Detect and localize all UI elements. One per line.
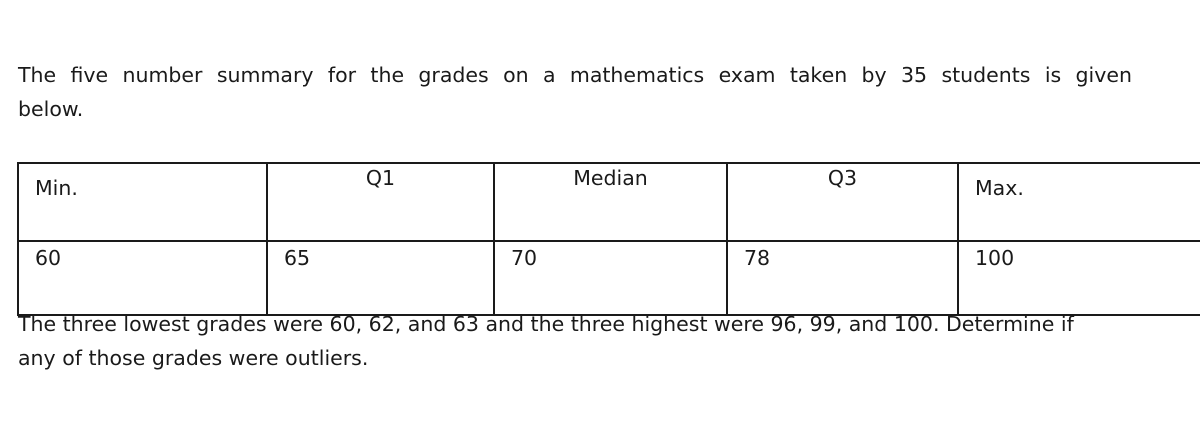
question-paragraph bbox=[18, 307, 1074, 375]
header-min: Min. bbox=[18, 163, 267, 241]
value-min: 60 bbox=[18, 241, 267, 315]
value-median: 70 bbox=[494, 241, 727, 315]
value-q1: 65 bbox=[267, 241, 494, 315]
question-line-1: The three lowest grades were 60, 62, and 63 and the three highest were 96, 99, and 100. Determine if bbox=[18, 312, 1074, 336]
intro-line-2: below. bbox=[18, 97, 84, 121]
value-max: 100 bbox=[958, 241, 1200, 315]
question-line-2: any of those grades were outliers. bbox=[18, 346, 369, 370]
header-max: Max. bbox=[958, 163, 1200, 241]
header-q3: Q3 bbox=[727, 163, 958, 241]
value-q3: 78 bbox=[727, 241, 958, 315]
header-median: Median bbox=[494, 163, 727, 241]
table-value-row bbox=[18, 241, 1200, 315]
five-number-summary-table bbox=[17, 162, 1200, 316]
header-q1: Q1 bbox=[267, 163, 494, 241]
table-header-row bbox=[18, 163, 1200, 241]
intro-paragraph bbox=[18, 58, 1132, 126]
intro-line-1: The five number summary for the grades on a mathematics exam taken by 35 students is given bbox=[18, 63, 1132, 87]
